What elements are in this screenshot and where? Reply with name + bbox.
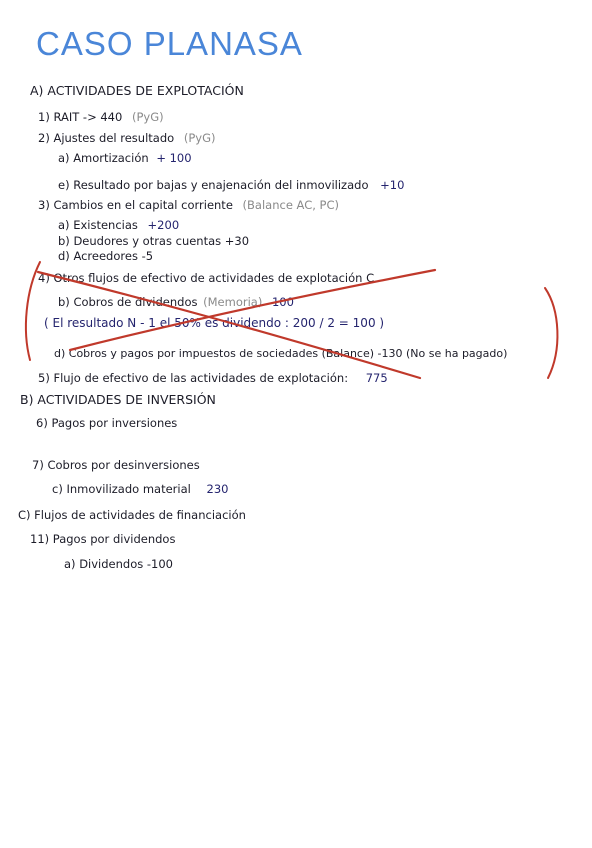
line-2-note: (PyG) — [183, 131, 216, 145]
line-1-text: 1) RAIT -> 440 — [38, 110, 123, 124]
line-7: 7) Cobros por desinversiones — [32, 458, 200, 472]
line-5-label: 5) Flujo de efectivo de las actividades de explotación: — [38, 371, 349, 385]
line-3-note: (Balance AC, PC) — [242, 198, 340, 212]
section-b-heading: B) ACTIVIDADES DE INVERSIÓN — [20, 392, 216, 407]
line-1 — [38, 110, 164, 124]
line-1-note: (PyG) — [131, 110, 164, 124]
line-2a — [58, 151, 192, 165]
line-3d: d) Acreedores -5 — [58, 249, 154, 263]
section-c-heading: C) Flujos de actividades de financiación — [18, 508, 246, 522]
line-2 — [38, 131, 215, 145]
line-3b: b) Deudores y otras cuentas +30 — [58, 234, 250, 248]
line-2e — [58, 178, 404, 192]
line-4d: d) Cobros y pagos por impuestos de sociedades (Balance) -130 (No se ha pagado) — [54, 347, 508, 360]
line-3a-value: +200 — [147, 218, 180, 232]
line-7c-value: 230 — [206, 482, 229, 496]
line-11a: a) Dividendos -100 — [64, 557, 173, 571]
line-4: 4) Otros flujos de efectivo de actividades de explotación C. — [38, 271, 378, 285]
line-2e-label: e) Resultado por bajas y enajenación del inmovilizado — [58, 178, 369, 192]
right-bracket — [545, 288, 557, 378]
line-5-value: 775 — [365, 371, 388, 385]
page-title: CASO PLANASA — [36, 25, 303, 62]
line-3a-label: a) Existencias — [58, 218, 138, 232]
line-4b-calc: ( El resultado N - 1 el 50% es dividendo : 200 / 2 = 100 ) — [44, 316, 385, 330]
line-7c-label: c) Inmovilizado material — [52, 482, 191, 496]
line-2e-value: +10 — [380, 178, 405, 192]
line-6: 6) Pagos por inversiones — [36, 416, 178, 430]
line-3 — [38, 198, 339, 212]
line-7c — [52, 482, 228, 496]
line-2a-label: a) Amortización — [58, 151, 149, 165]
line-4b-note: (Memoria) — [203, 295, 263, 309]
line-2a-value: + 100 — [156, 151, 192, 165]
line-3-text: 3) Cambios en el capital corriente — [38, 198, 233, 212]
line-3a — [58, 218, 179, 232]
line-5 — [38, 371, 388, 385]
section-a-heading: A) ACTIVIDADES DE EXPLOTACIÓN — [30, 83, 244, 98]
line-4b-value: 100 — [271, 295, 294, 309]
line-11: 11) Pagos por dividendos — [30, 532, 176, 546]
line-4b — [58, 295, 294, 309]
line-2-text: 2) Ajustes del resultado — [38, 131, 175, 145]
line-4b-text: b) Cobros de dividendos — [58, 295, 198, 309]
